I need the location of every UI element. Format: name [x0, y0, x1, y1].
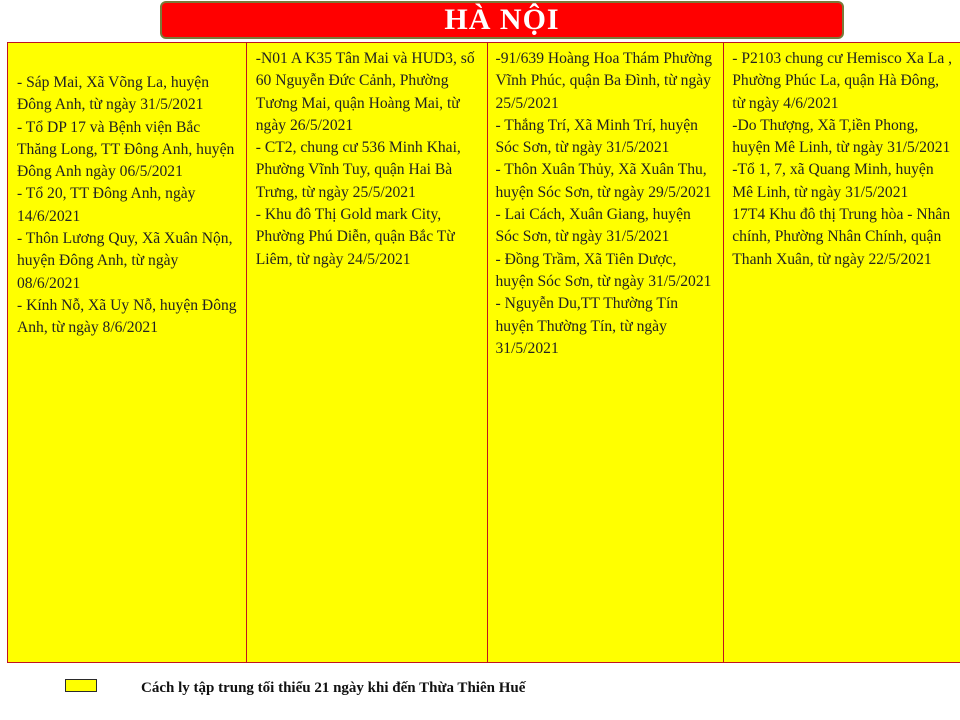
- location-entry: -N01 A K35 Tân Mai và HUD3, số 60 Nguyễn Đức Cảnh, Phường Tương Mai, quận Hoàng Mai, từ ngày 26/5/2021: [255, 50, 475, 134]
- legend-text: Cách ly tập trung tối thiểu 21 ngày khi đến Thừa Thiên Huế: [141, 680, 526, 696]
- page-title: HÀ NỘI: [444, 3, 560, 36]
- location-entry: - Thôn Xuân Thủy, Xã Xuân Thu, huyện Sóc Sơn, từ ngày 29/5/2021: [495, 161, 712, 201]
- location-entry: - Kính Nỗ, Xã Uy Nỗ, huyện Đông Anh, từ ngày 8/6/2021: [17, 296, 237, 337]
- column-2: [247, 43, 488, 662]
- location-entry: - Thôn Lương Quy, Xã Xuân Nộn, huyện Đông Anh, từ ngày 08/6/2021: [17, 230, 233, 292]
- location-entry: - Thắng Trí, Xã Minh Trí, huyện Sóc Sơn, từ ngày 31/5/2021: [495, 116, 698, 157]
- location-entry: - Lai Cách, Xuân Giang, huyện Sóc Sơn, từ ngày 31/5/2021: [495, 206, 691, 246]
- location-entry: -91/639 Hoàng Hoa Thám Phường Vĩnh Phúc, quận Ba Đình, từ ngày 25/5/2021: [495, 50, 713, 112]
- location-entry: - Tổ DP 17 và Bệnh viện Bắc Thăng Long, TT Đông Anh, huyện Đông Anh ngày 06/5/2021: [17, 118, 235, 181]
- location-entry: - Đồng Trầm, Xã Tiên Dược, huyện Sóc Sơn, từ ngày 31/5/2021: [495, 250, 712, 290]
- location-entry: -Tổ 1, 7, xã Quang Minh, huyện Mê Linh, từ ngày 31/5/2021: [732, 161, 934, 201]
- location-entry: - P2103 chung cư Hemisco Xa La , Phường Phúc La, quận Hà Đông, từ ngày 4/6/2021: [732, 50, 953, 112]
- location-entry: - Tổ 20, TT Đông Anh, ngày 14/6/2021: [17, 185, 196, 225]
- location-entry: - CT2, chung cư 536 Minh Khai, Phường Vĩnh Tuy, quận Hai Bà Trưng, từ ngày 25/5/2021: [255, 139, 461, 201]
- column-3: [488, 43, 725, 662]
- location-entry: - Nguyễn Du,TT Thường Tín huyện Thường Tín, từ ngày 31/5/2021: [495, 295, 679, 357]
- column-1: [8, 43, 247, 662]
- legend-swatch: [65, 679, 97, 692]
- location-table: [7, 42, 960, 663]
- location-entry: -Do Thượng, Xã T,iền Phong, huyện Mê Linh, từ ngày 31/5/2021: [732, 116, 951, 157]
- location-entry: - Khu đô Thị Gold mark City, Phường Phú Diễn, quận Bắc Từ Liêm, từ ngày 24/5/2021: [255, 206, 455, 268]
- title-banner: [160, 1, 844, 39]
- column-4: [724, 43, 960, 662]
- location-entry: - Sáp Mai, Xã Võng La, huyện Đông Anh, từ ngày 31/5/2021: [17, 74, 209, 114]
- location-entry: 17T4 Khu đô thị Trung hòa - Nhân chính, Phường Nhân Chính, quận Thanh Xuân, từ ngày 22/5/2021: [732, 206, 951, 268]
